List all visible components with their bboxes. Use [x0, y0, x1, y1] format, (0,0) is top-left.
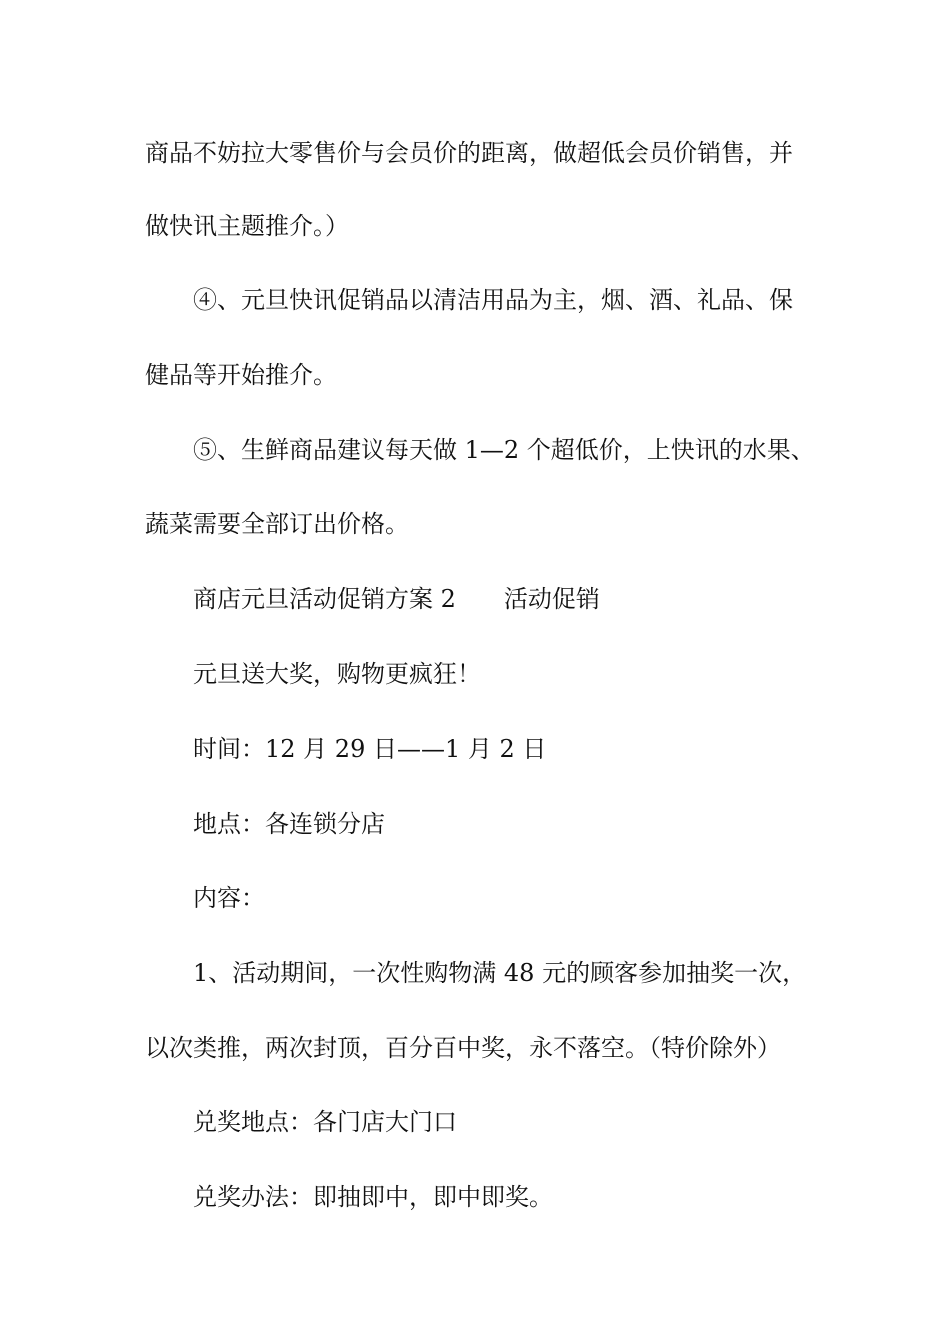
- event-place: 地点：各连锁分店: [193, 810, 385, 838]
- slogan: 元旦送大奖，购物更疯狂！: [193, 660, 481, 688]
- event-time: 时间：12 月 29 日——1 月 2 日: [193, 735, 547, 763]
- paragraph-line: 健品等开始推介。: [145, 361, 337, 389]
- paragraph-line: 做快讯主题推介。）: [145, 212, 349, 240]
- section-subtitle: 活动促销: [503, 585, 600, 613]
- redeem-method: 兑奖办法：即抽即中，即中即奖。: [193, 1183, 553, 1211]
- item-1-line: 1、活动期间，一次性购物满 48 元的顾客参加抽奖一次，: [193, 959, 807, 987]
- redeem-place: 兑奖地点：各门店大门口: [193, 1108, 457, 1136]
- item-1-line: 以次类推，两次封顶，百分百中奖，永不落空。（特价除外）: [145, 1034, 781, 1062]
- paragraph-line: ④、元旦快讯促销品以清洁用品为主，烟、酒、礼品、保: [193, 286, 793, 314]
- paragraph-line: 商品不妨拉大零售价与会员价的距离，做超低会员价销售，并: [145, 139, 793, 167]
- content-label: 内容：: [193, 884, 265, 912]
- section-title: 商店元旦活动促销方案 2: [193, 585, 456, 613]
- paragraph-line: 蔬菜需要全部订出价格。: [145, 510, 409, 538]
- paragraph-line: ⑤、生鲜商品建议每天做 1—2 个超低价，上快讯的水果、: [193, 436, 815, 464]
- section-heading: [193, 584, 873, 614]
